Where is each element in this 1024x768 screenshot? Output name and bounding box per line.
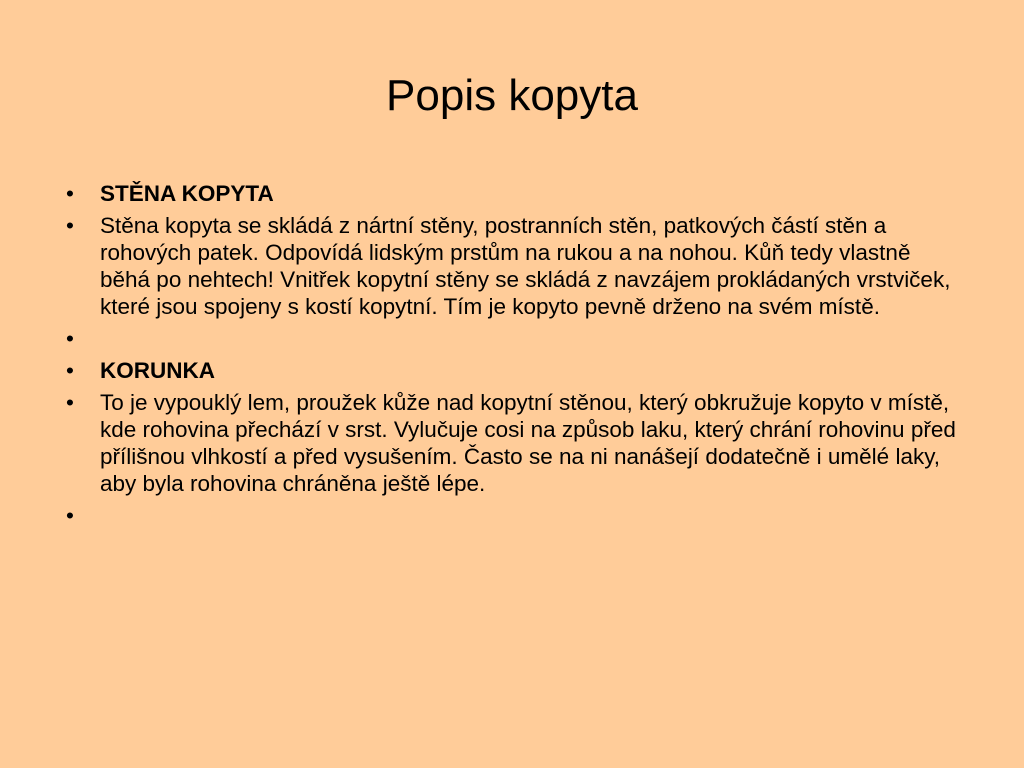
bullet-item-empty [60,502,960,529]
bullet-heading-stena: STĚNA KOPYTA [100,181,274,206]
bullet-text-korunka: To je vypouklý lem, proužek kůže nad kopytní stěnou, který obkružuje kopyto v místě, kde rohovina přechází v srst. Vylučuje cosi na způsob laku, který chrání rohovinu před přílišnou vlhkostí a před vysušením. Často se na ni nanášejí dodatečně i umělé laky, aby byla rohovina chráněna ještě lépe. [100,390,956,496]
bullet-item-korunka-heading [60,357,960,384]
bullet-item-stena-body [60,212,960,320]
bullet-dot-icon: • [66,213,74,238]
bullet-list [60,180,960,534]
bullet-item-empty [60,325,960,352]
bullet-heading-korunka: KORUNKA [100,358,215,383]
bullet-dot-icon: • [66,358,74,383]
bullet-text-stena: Stěna kopyta se skládá z nártní stěny, postranních stěn, patkových částí stěn a rohových patek. Odpovídá lidským prstům na rukou a na nohou. Kůň tedy vlastně běhá po nehtech! Vnitřek kopytní stěny se skládá z navzájem prokládaných vrstviček, které jsou spojeny s kostí kopytní. Tím je kopyto pevně drženo na svém místě. [100,213,951,319]
bullet-dot-icon: • [66,326,74,351]
bullet-dot-icon: • [66,390,74,415]
bullet-dot-icon: • [66,503,74,528]
bullet-item-korunka-body [60,389,960,497]
bullet-item-stena-heading [60,180,960,207]
bullet-dot-icon: • [66,181,74,206]
slide-title: Popis kopyta [386,71,638,120]
